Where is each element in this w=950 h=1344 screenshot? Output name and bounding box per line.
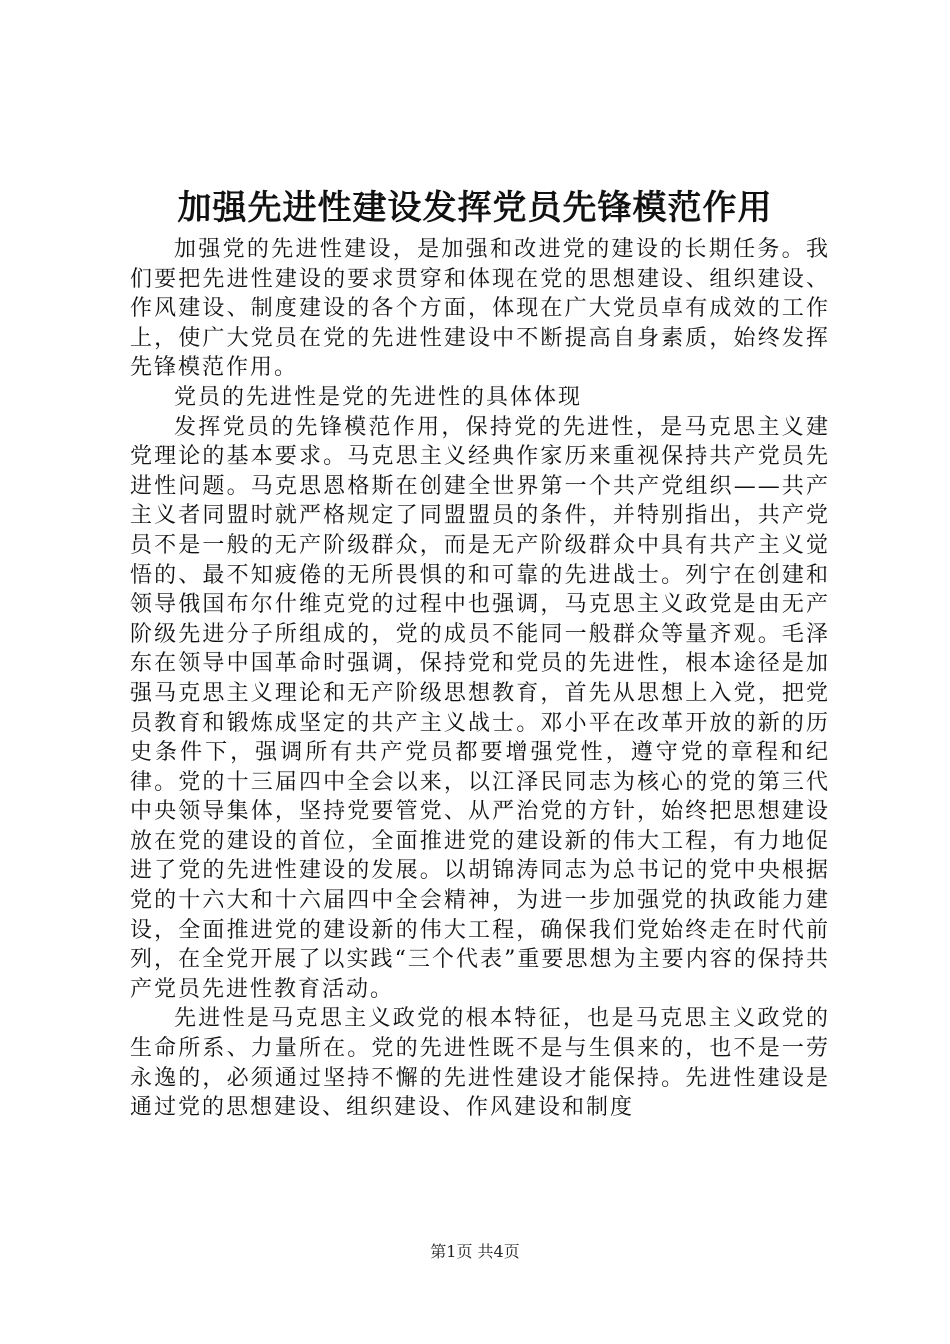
paragraph-history: 发挥党员的先锋模范作用，保持党的先进性，是马克思主义建党理论的基本要求。马克思主义经典作家历来重视保持共产党员先进性问题。马克思恩格斯在创建全世界第一个共产党组织——共产主义者同盟时就严格规定了同盟盟员的条件，并特别指出，共产党员不是一般的无产阶级群众，而是无产阶级群众中具有共产主义觉悟的、最不知疲倦的无所畏惧的和可靠的先进战士。列宁在创建和领导俄国布尔什维克党的过程中也强调，马克思主义政党是由无产阶级先进分子所组成的，党的成员不能同一般群众等量齐观。毛泽东在领导中国革命时强调，保持党和党员的先进性，根本途径是加强马克思主义理论和无产阶级思想教育，首先从思想上入党，把党员教育和锻炼成坚定的共产主义战士。邓小平在改革开放的新的历史条件下，强调所有共产党员都要增强党性，遵守党的章程和纪律。党的十三届四中全会以来，以江泽民同志为核心的党的第三代中央领导集体，坚持党要管党、从严治党的方针，始终把思想建设放在党的建设的首位，全面推进党的建设新的伟大工程，有力地促进了党的先进性建设的发展。以胡锦涛同志为总书记的党中央根据党的十六大和十六届四中全会精神，为进一步加强党的执政能力建设，全面推进党的建设新的伟大工程，确保我们党始终走在时代前列，在全党开展了以实践“三个代表”重要思想为主要内容的保持共产党员先进性教育活动。: [130, 414, 830, 1002]
paragraph-intro: 加强党的先进性建设，是加强和改进党的建设的长期任务。我们要把先进性建设的要求贯穿和体现在党的思想建设、组织建设、作风建设、制度建设的各个方面，体现在广大党员卓有成效的工作上，使广大党员在党的先进性建设中不断提高自身素质，始终发挥先锋模范作用。: [130, 237, 830, 381]
paragraph-fundamental-feature: 先进性是马克思主义政党的根本特征，也是马克思主义政党的生命所系、力量所在。党的先进性既不是与生俱来的，也不是一劳永逸的，必须通过坚持不懈的先进性建设才能保持。先进性建设是通过党的思想建设、组织建设、作风建设和制度: [130, 1006, 830, 1121]
section-subheading: 党员的先进性是党的先进性的具体体现: [174, 384, 583, 410]
page-footer: 第1页 共4页: [430, 1242, 520, 1261]
document-title: 加强先进性建设发挥党员先锋模范作用: [177, 188, 773, 228]
document-body: [130, 235, 830, 1123]
